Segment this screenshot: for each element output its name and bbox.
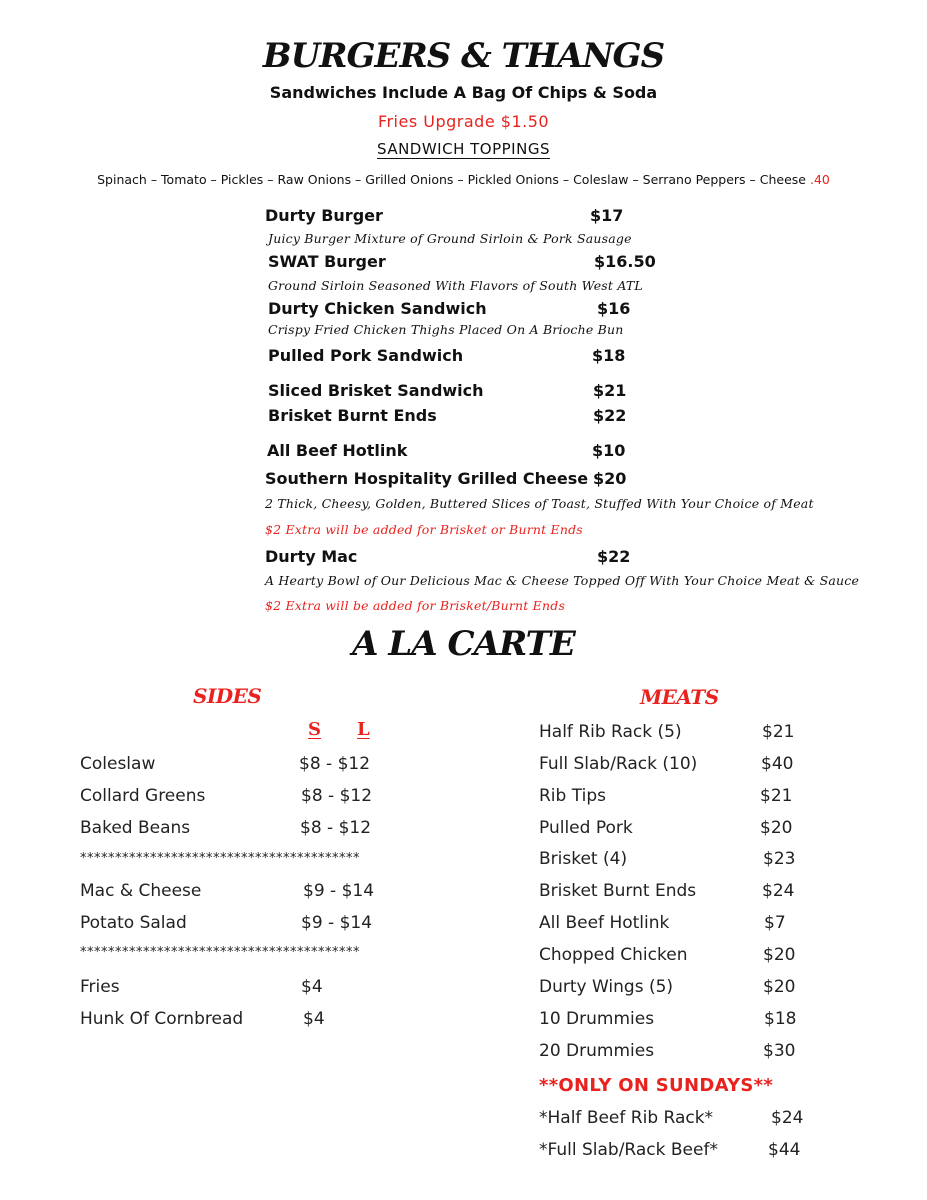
side-item-price: $9 - $14 bbox=[303, 881, 375, 901]
menu-item-price: $21 bbox=[593, 381, 627, 400]
meat-item-name: All Beef Hotlink bbox=[539, 913, 670, 933]
menu-item-name: Brisket Burnt Ends bbox=[268, 406, 437, 425]
side-item-name: Collard Greens bbox=[80, 786, 206, 806]
side-item-price: $9 - $14 bbox=[301, 913, 373, 933]
meat-item-price: $18 bbox=[764, 1009, 797, 1029]
side-item-name: Coleslaw bbox=[80, 754, 156, 774]
toppings-items: Spinach – Tomato – Pickles – Raw Onions – Grilled Onions – Pickled Onions – Coleslaw – Serrano Peppers – Cheese bbox=[97, 172, 806, 187]
side-item-name: Hunk Of Cornbread bbox=[80, 1009, 244, 1029]
menu-item-name: Pulled Pork Sandwich bbox=[268, 346, 464, 365]
meat-item-price: $20 bbox=[763, 945, 796, 965]
meat-item-name: Rib Tips bbox=[539, 786, 606, 806]
side-item-name: Potato Salad bbox=[80, 913, 187, 933]
side-item-name: Fries bbox=[80, 977, 120, 997]
meats-heading: MEATS bbox=[640, 685, 719, 709]
meat-item-name: 20 Drummies bbox=[539, 1041, 655, 1061]
cheese-price: .40 bbox=[809, 172, 830, 187]
sunday-item-name: *Half Beef Rib Rack* bbox=[539, 1108, 714, 1128]
side-item-name: Mac & Cheese bbox=[80, 881, 202, 901]
meat-item-price: $20 bbox=[763, 977, 796, 997]
meat-item-price: $40 bbox=[761, 754, 794, 774]
meat-item-name: 10 Drummies bbox=[539, 1009, 655, 1029]
side-item-price: $4 bbox=[301, 977, 323, 997]
side-item-price: $8 - $12 bbox=[301, 786, 373, 806]
meat-item-name: Chopped Chicken bbox=[539, 945, 688, 965]
sunday-item-name: *Full Slab/Rack Beef* bbox=[539, 1140, 718, 1160]
sunday-item-price: $44 bbox=[768, 1140, 801, 1160]
menu-item-name: Sliced Brisket Sandwich bbox=[268, 381, 484, 400]
toppings-heading bbox=[0, 140, 927, 158]
menu-item-desc: Crispy Fried Chicken Thighs Placed On A Brioche Bun bbox=[268, 322, 624, 337]
size-large-label: L bbox=[357, 719, 370, 740]
menu-item-name: All Beef Hotlink bbox=[267, 441, 408, 460]
menu-item-price: $16.50 bbox=[594, 252, 656, 271]
meat-item-price: $20 bbox=[760, 818, 793, 838]
sides-heading: SIDES bbox=[193, 684, 262, 708]
meat-item-name: Full Slab/Rack (10) bbox=[539, 754, 698, 774]
menu-item-extra-note: $2 Extra will be added for Brisket/Burnt Ends bbox=[265, 598, 566, 613]
menu-item-name: Southern Hospitality Grilled Cheese bbox=[265, 469, 589, 488]
menu-item-price: $18 bbox=[592, 346, 626, 365]
meat-item-name: Durty Wings (5) bbox=[539, 977, 674, 997]
side-item-price: $8 - $12 bbox=[300, 818, 372, 838]
sunday-item-price: $24 bbox=[771, 1108, 804, 1128]
menu-item-name: Durty Mac bbox=[265, 547, 358, 566]
menu-item-price: $16 bbox=[597, 299, 631, 318]
sunday-only-heading: **ONLY ON SUNDAYS** bbox=[539, 1075, 774, 1096]
menu-item-extra-note: $2 Extra will be added for Brisket or Burnt Ends bbox=[265, 522, 583, 537]
meat-item-price: $21 bbox=[760, 786, 793, 806]
menu-item-price: $22 bbox=[597, 547, 631, 566]
fries-upgrade-note: Fries Upgrade $1.50 bbox=[377, 112, 550, 131]
section-title-burgers: BURGERS & THANGS bbox=[262, 36, 665, 76]
menu-item-name: Durty Chicken Sandwich bbox=[268, 299, 487, 318]
menu-item-desc: Ground Sirloin Seasoned With Flavors of South West ATL bbox=[268, 278, 643, 293]
meat-item-price: $30 bbox=[763, 1041, 796, 1061]
meat-item-name: Pulled Pork bbox=[539, 818, 633, 838]
menu-item-price: $22 bbox=[593, 406, 627, 425]
separator: **************************************** bbox=[80, 945, 360, 960]
menu-item-desc: 2 Thick, Cheesy, Golden, Buttered Slices of Toast, Stuffed With Your Choice of Meat bbox=[265, 496, 814, 511]
side-item-name: Baked Beans bbox=[80, 818, 191, 838]
size-small-label: S bbox=[308, 719, 321, 740]
side-item-price: $8 - $12 bbox=[299, 754, 371, 774]
toppings-heading-text: SANDWICH TOPPINGS bbox=[377, 140, 550, 158]
sandwich-includes-note: Sandwiches Include A Bag Of Chips & Soda bbox=[269, 83, 658, 102]
meat-item-price: $7 bbox=[764, 913, 786, 933]
separator: **************************************** bbox=[80, 851, 360, 866]
section-title-alacarte: A LA CARTE bbox=[352, 624, 575, 664]
menu-item-name: Durty Burger bbox=[265, 206, 383, 225]
menu-item-name: SWAT Burger bbox=[268, 252, 386, 271]
meat-item-name: Half Rib Rack (5) bbox=[539, 722, 682, 742]
menu-item-desc: A Hearty Bowl of Our Delicious Mac & Cheese Topped Off With Your Choice Meat & Sauce bbox=[265, 573, 860, 588]
toppings-list bbox=[0, 172, 927, 187]
meat-item-price: $23 bbox=[763, 849, 796, 869]
meat-item-name: Brisket (4) bbox=[539, 849, 628, 869]
menu-item-price: $10 bbox=[592, 441, 626, 460]
side-item-price: $4 bbox=[303, 1009, 325, 1029]
menu-item-desc: Juicy Burger Mixture of Ground Sirloin & Pork Sausage bbox=[268, 231, 632, 246]
meat-item-price: $24 bbox=[762, 881, 795, 901]
menu-item-price: $17 bbox=[590, 206, 624, 225]
meat-item-name: Brisket Burnt Ends bbox=[539, 881, 697, 901]
meat-item-price: $21 bbox=[762, 722, 795, 742]
menu-item-price: $20 bbox=[593, 469, 627, 488]
